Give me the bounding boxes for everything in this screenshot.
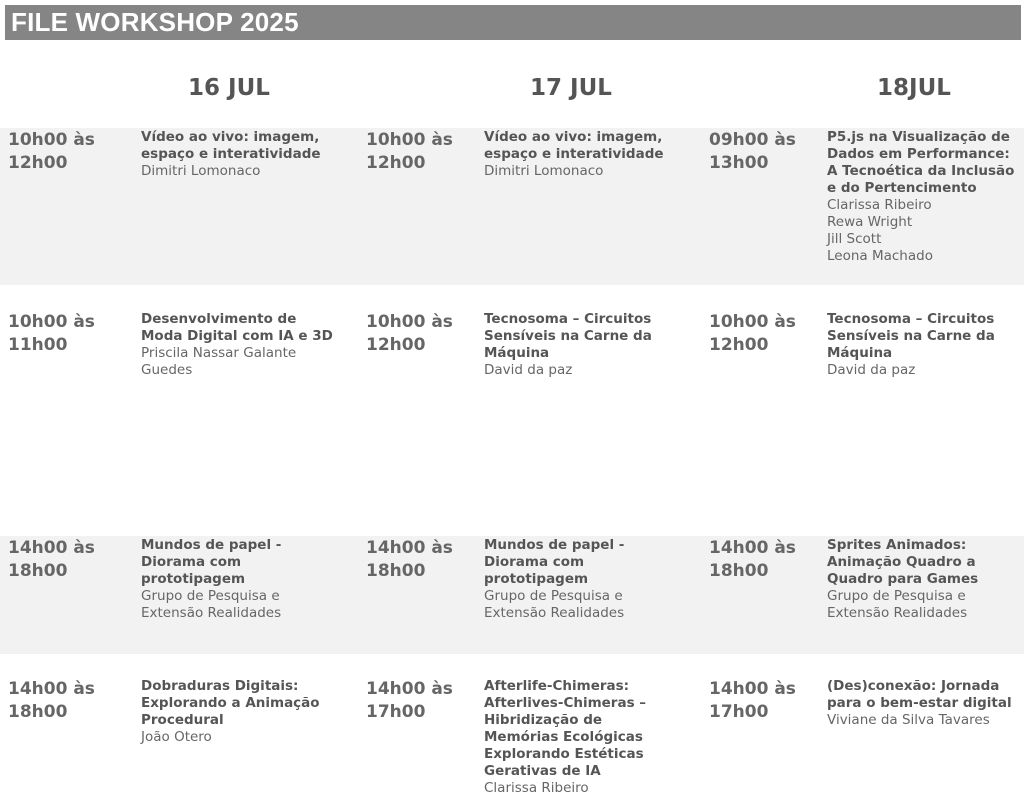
time-line: 18h00 — [709, 561, 769, 581]
session-presenter: Clarissa Ribeiro — [484, 780, 589, 796]
session-presenter: Extensão Realidades — [484, 605, 625, 621]
time-line: 14h00 às — [709, 679, 796, 699]
session — [141, 129, 336, 180]
session-title-line: para o bem-estar digital — [827, 695, 1012, 711]
schedule-row — [0, 128, 1024, 285]
time-line: 14h00 às — [709, 538, 796, 558]
time-line: 14h00 às — [366, 679, 453, 699]
session-title-line: Procedural — [141, 712, 224, 728]
session-title-line: Moda Digital com IA e 3D — [141, 328, 333, 344]
time-line: 17h00 — [366, 702, 426, 722]
time-line: 10h00 às — [8, 312, 95, 332]
session — [827, 129, 1022, 265]
session-presenter: Clarissa Ribeiro — [827, 197, 932, 213]
session-presenter: David da paz — [484, 362, 573, 378]
time-slot — [709, 537, 834, 583]
session-title-line: espaço e interatividade — [141, 146, 321, 162]
session — [827, 537, 1022, 622]
time-slot — [709, 311, 834, 357]
session-presenter: Dimitri Lomonaco — [141, 163, 261, 179]
session-presenter: Guedes — [141, 362, 193, 378]
time-line: 10h00 às — [8, 130, 95, 150]
time-line: 12h00 — [709, 335, 769, 355]
time-line: 17h00 — [709, 702, 769, 722]
session-title-line: A Tecnoética da Inclusão — [827, 163, 1015, 179]
session-title-line: Sensíveis na Carne da — [484, 328, 652, 344]
day-header: 16 JUL — [188, 75, 270, 101]
time-line: 10h00 às — [709, 312, 796, 332]
session-title-line: P5.js na Visualização de — [827, 129, 1010, 145]
session-title-line: Vídeo ao vivo: imagem, — [484, 129, 663, 145]
session-presenter: Jill Scott — [827, 231, 882, 247]
session — [484, 129, 679, 180]
session-title-line: Tecnosoma – Circuitos — [484, 311, 652, 327]
session-title-line: Máquina — [484, 345, 550, 361]
time-line: 11h00 — [8, 335, 68, 355]
session-presenter: Grupo de Pesquisa e — [484, 588, 623, 604]
session-title-line: Vídeo ao vivo: imagem, — [141, 129, 320, 145]
session-title-line: prototipagem — [484, 571, 589, 587]
time-line: 10h00 às — [366, 312, 453, 332]
schedule-row — [0, 677, 1024, 805]
session-title-line: e do Pertencimento — [827, 180, 977, 196]
time-line: 14h00 às — [8, 679, 95, 699]
time-line: 18h00 — [8, 561, 68, 581]
session-title-line: Sprites Animados: — [827, 537, 967, 553]
time-slot — [366, 678, 491, 724]
session — [484, 537, 679, 622]
time-line: 18h00 — [366, 561, 426, 581]
session-presenter: Leona Machado — [827, 248, 933, 264]
session-title-line: Explorando Estéticas — [484, 746, 644, 762]
time-slot — [8, 537, 133, 583]
session — [141, 537, 336, 622]
time-line: 18h00 — [8, 702, 68, 722]
time-line: 14h00 às — [8, 538, 95, 558]
time-slot — [366, 311, 491, 357]
session-presenter: Rewa Wright — [827, 214, 913, 230]
session-title-line: Dobraduras Digitais: — [141, 678, 299, 694]
session-title-line: Animação Quadro a — [827, 554, 976, 570]
session-title-line: Gerativas de IA — [484, 763, 601, 779]
session-presenter: Viviane da Silva Tavares — [827, 712, 990, 728]
time-line: 13h00 — [709, 153, 769, 173]
session-presenter: Grupo de Pesquisa e — [141, 588, 280, 604]
session-title-line: espaço e interatividade — [484, 146, 664, 162]
session — [141, 311, 336, 379]
session-title-line: Quadro para Games — [827, 571, 979, 587]
session-title-line: Diorama com — [484, 554, 585, 570]
time-slot — [8, 678, 133, 724]
session — [484, 311, 679, 379]
session-presenter: Grupo de Pesquisa e — [827, 588, 966, 604]
time-slot — [8, 311, 133, 357]
time-line: 12h00 — [366, 153, 426, 173]
page-title: FILE WORKSHOP 2025 — [11, 7, 299, 37]
session-title-line: Máquina — [827, 345, 893, 361]
session-presenter: Priscila Nassar Galante — [141, 345, 297, 361]
session — [827, 678, 1022, 729]
session-presenter: João Otero — [141, 729, 212, 745]
session-presenter: Extensão Realidades — [141, 605, 282, 621]
session-title-line: Afterlives-Chimeras – — [484, 695, 647, 711]
session — [484, 678, 679, 797]
session-title-line: Diorama com — [141, 554, 242, 570]
session-presenter: Dimitri Lomonaco — [484, 163, 604, 179]
time-slot — [8, 129, 133, 175]
time-slot — [709, 678, 834, 724]
session-title-line: Afterlife-Chimeras: — [484, 678, 630, 694]
time-line: 12h00 — [8, 153, 68, 173]
session-title-line: Mundos de papel - — [141, 537, 282, 553]
session-title-line: Explorando a Animação — [141, 695, 320, 711]
time-line: 12h00 — [366, 335, 426, 355]
session-title-line: Dados em Performance: — [827, 146, 1010, 162]
time-slot — [366, 129, 491, 175]
time-line: 14h00 às — [366, 538, 453, 558]
schedule-row — [0, 310, 1024, 510]
session — [141, 678, 336, 746]
session-title-line: Hibridização de — [484, 712, 603, 728]
session-title-line: prototipagem — [141, 571, 246, 587]
session — [827, 311, 1022, 379]
time-line: 10h00 às — [366, 130, 453, 150]
session-presenter: Extensão Realidades — [827, 605, 968, 621]
session-title-line: Tecnosoma – Circuitos — [827, 311, 995, 327]
schedule-row — [0, 536, 1024, 654]
session-title-line: Memórias Ecológicas — [484, 729, 643, 745]
day-header: 18JUL — [877, 75, 951, 101]
time-slot — [709, 129, 834, 175]
time-line: 09h00 às — [709, 130, 796, 150]
header-bar — [5, 5, 1021, 40]
session-title-line: Sensíveis na Carne da — [827, 328, 995, 344]
session-title-line: (Des)conexão: Jornada — [827, 678, 1000, 694]
day-header: 17 JUL — [530, 75, 612, 101]
session-title-line: Desenvolvimento de — [141, 311, 297, 327]
time-slot — [366, 537, 491, 583]
session-presenter: David da paz — [827, 362, 916, 378]
session-title-line: Mundos de papel - — [484, 537, 625, 553]
